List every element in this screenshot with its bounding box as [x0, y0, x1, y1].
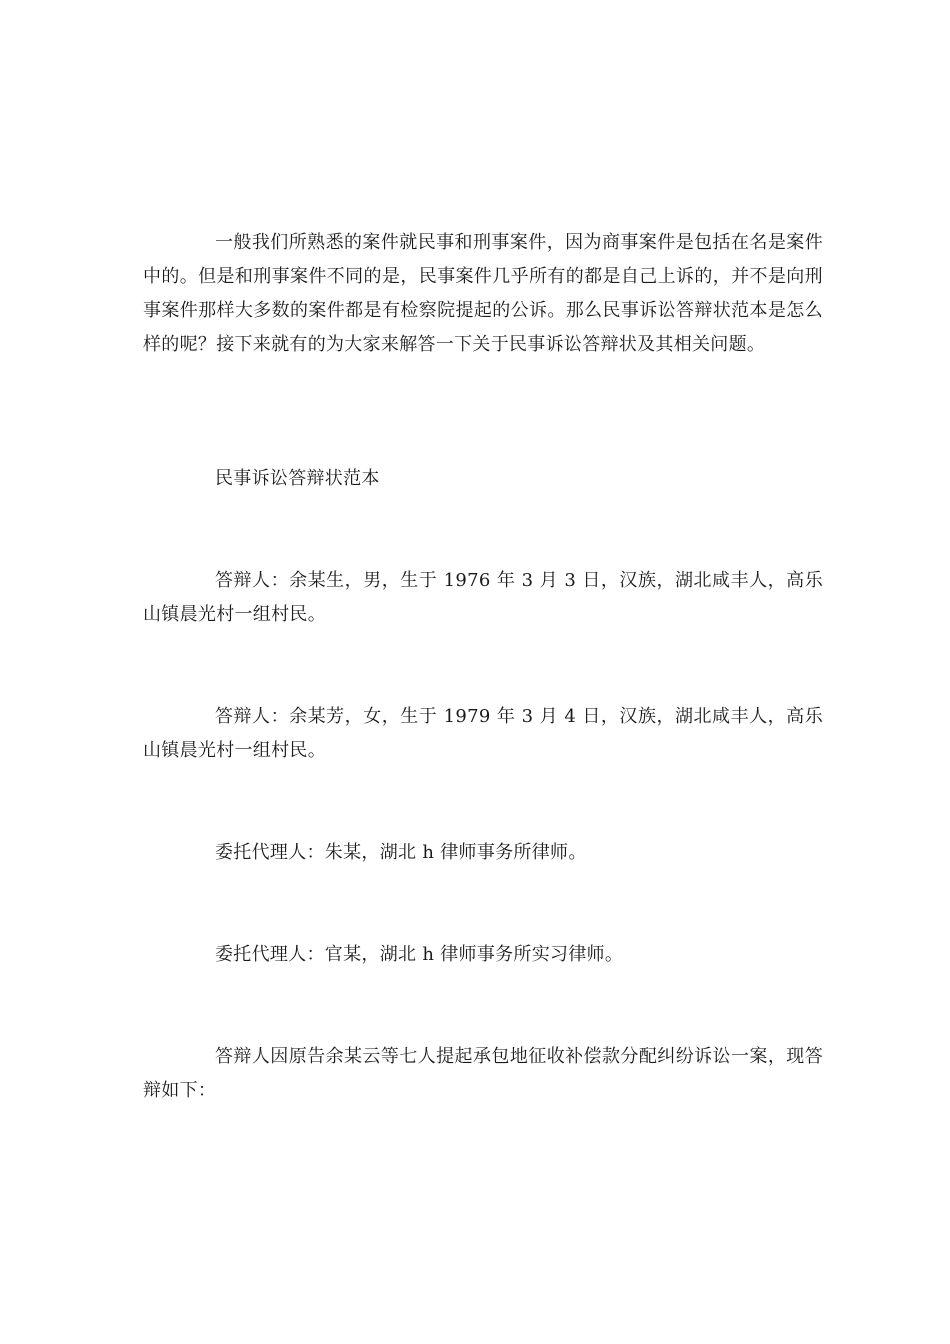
- agent-2-paragraph: 委托代理人：官某，湖北 h 律师事务所实习律师。: [215, 944, 624, 965]
- section-title: 民事诉讼答辩状范本: [215, 468, 380, 489]
- document-body: [143, 226, 823, 1108]
- agent-1-paragraph: 委托代理人：朱某，湖北 h 律师事务所律师。: [215, 842, 587, 863]
- respondent-1-paragraph: 答辩人：余某生，男，生于 1976 年 3 月 3 日，汉族，湖北咸丰人，高乐山镇晨光村一组村民。: [143, 570, 823, 625]
- respondent-2-paragraph: 答辩人：余某芳，女，生于 1979 年 3 月 4 日，汉族，湖北咸丰人，高乐山镇晨光村一组村民。: [143, 706, 823, 761]
- defense-statement-paragraph: 答辩人因原告余某云等七人提起承包地征收补偿款分配纠纷诉讼一案，现答辩如下：: [143, 1046, 823, 1101]
- intro-paragraph: 一般我们所熟悉的案件就民事和刑事案件，因为商事案件是包括在名是案件中的。但是和刑事案件不同的是，民事案件几乎所有的都是自己上诉的，并不是向刑事案件那样大多数的案件都是有检察院提起的公诉。那么民事诉讼答辩状范本是怎么样的呢？接下来就有的为大家来解答一下关于民事诉讼答辩状及其相关问题。: [143, 232, 823, 355]
